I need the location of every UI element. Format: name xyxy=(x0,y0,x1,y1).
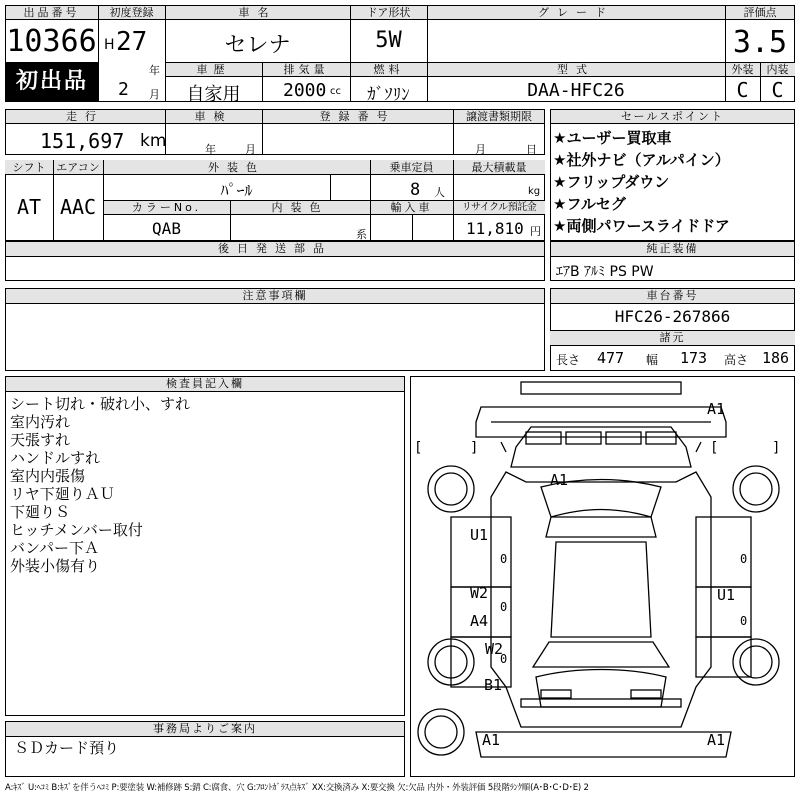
mileage-label: 走行 xyxy=(66,110,104,123)
dims-label: 諸元 xyxy=(550,330,795,346)
transfer-day: 日 xyxy=(526,143,537,156)
recycle-label: リサイクル預託金 xyxy=(461,202,537,213)
capacity-value: 8 xyxy=(410,180,421,200)
import-label: 輸入車 xyxy=(390,201,433,214)
diagram-bracket: [ xyxy=(710,440,719,456)
displacement-unit: cc xyxy=(330,86,341,97)
genuine-value: ｴｱB ｱﾙﾐ PS PW xyxy=(556,264,654,280)
lot-number: 10366 xyxy=(6,24,97,59)
interior-label: 内装 xyxy=(766,63,789,76)
grade-label: グレード xyxy=(538,6,614,19)
first-reg-era: H xyxy=(104,37,115,53)
score-label: 評価点 xyxy=(743,6,777,19)
displacement-value: 2000 xyxy=(283,80,327,101)
office-text: ＳＤカード預り xyxy=(14,739,120,757)
chassis-value: HFC26-267866 xyxy=(614,307,731,326)
diagram-bracket: ] xyxy=(772,440,781,456)
shift-value: AT xyxy=(16,195,42,219)
int-color-label: 内装色 xyxy=(271,201,329,214)
exterior-label: 外装 xyxy=(731,63,754,76)
int-color-suffix: 系 xyxy=(356,228,367,241)
length-label: 長さ xyxy=(556,353,581,367)
damage-mark: A4 xyxy=(470,612,489,630)
sales-points-list xyxy=(553,127,793,237)
car-name: セレナ xyxy=(224,33,291,58)
inspector-note-line: 外装小傷有り xyxy=(10,557,101,575)
length-value: 477 xyxy=(597,349,625,367)
inspector-notes xyxy=(10,395,400,575)
first-listing-badge: 初出品 xyxy=(6,63,98,101)
damage-zero-mark: 0 xyxy=(500,652,508,666)
notes-label: 注意事項欄 xyxy=(5,288,545,304)
ac-label: エアコン xyxy=(56,161,100,174)
first-reg-year-unit: 年 xyxy=(149,64,160,77)
history-value: 自家用 xyxy=(186,84,241,105)
sales-point-item: ★社外ナビ（アルパイン） xyxy=(553,151,730,169)
score-value: 3.5 xyxy=(732,25,788,60)
inspection-year: 年 xyxy=(205,143,216,156)
width-label: 幅 xyxy=(646,353,659,367)
door-label: ドア形状 xyxy=(366,6,411,19)
mileage-value: 151,697 xyxy=(40,129,125,153)
chassis-label: 車台番号 xyxy=(550,288,795,304)
damage-zero-mark: 0 xyxy=(500,552,508,566)
inspector-note-line: 室内汚れ xyxy=(10,413,71,431)
fuel-label: 燃料 xyxy=(373,63,404,76)
inspector-note-line: バンパー下Ａ xyxy=(10,539,99,557)
inspector-note-line: シート切れ・破れ小、すれ xyxy=(10,395,191,413)
color-label: 外装色 xyxy=(208,161,265,174)
first-reg-year: 27 xyxy=(116,27,148,57)
car-name-label: 車名 xyxy=(238,6,277,19)
damage-mark: A1 xyxy=(482,731,501,749)
diagram-marks xyxy=(410,376,795,777)
damage-mark: A1 xyxy=(550,471,569,489)
first-reg-month-unit: 月 xyxy=(149,88,160,101)
genuine-label: 純正装備 xyxy=(550,241,795,257)
inspector-note-line: ヒッチメンバー取付 xyxy=(10,521,143,539)
fuel-value: ｶﾞｿﾘﾝ xyxy=(367,85,410,105)
inspector-label: 検査員記入欄 xyxy=(5,376,405,392)
door-value: 5W xyxy=(375,28,402,53)
height-label: 高さ xyxy=(724,353,749,367)
inspector-note-line: 下廻りＳ xyxy=(10,503,71,521)
recycle-value: 11,810 xyxy=(466,219,524,238)
history-label: 車歴 xyxy=(196,63,231,76)
legend-text: A:ｷｽﾞ U:ﾍｺﾐ B:ｷｽﾞを伴うﾍｺﾐ P:要塗装 W:補修跡 S:錆 C:腐食、穴 G:ﾌﾛﾝﾄｶﾞﾗｽ点ｷｽﾞ XX:交換済み X:要交換 欠:欠品 内外・外装評価 5段階ﾗﾝｸ順(A･B･C･D･E) 2 xyxy=(5,783,589,793)
diagram-bracket: [ xyxy=(414,440,423,456)
damage-mark: W2 xyxy=(470,584,489,602)
sales-point-item: ★両側パワースライドドア xyxy=(553,217,730,235)
inspector-note-line: ハンドルすれ xyxy=(10,449,101,467)
transfer-month: 月 xyxy=(475,143,486,156)
recycle-unit: 円 xyxy=(530,225,541,238)
inspector-note-line: 天張すれ xyxy=(10,431,71,449)
damage-zero-mark: 0 xyxy=(740,552,748,566)
inspector-note-line: 室内内張傷 xyxy=(10,467,86,485)
damage-mark: U1 xyxy=(470,526,489,544)
damage-mark: U1 xyxy=(717,586,736,604)
damage-mark: B1 xyxy=(484,676,503,694)
mileage-unit: km xyxy=(140,131,167,151)
sales-point-item: ★ユーザー買取車 xyxy=(553,129,672,147)
capacity-unit: 人 xyxy=(434,186,445,199)
first-reg-label: 初度登録 xyxy=(109,6,154,19)
inspection-month: 月 xyxy=(245,143,256,156)
damage-zero-mark: 0 xyxy=(500,600,508,614)
reg-number-label: 登録番号 xyxy=(319,110,396,123)
height-value: 186 xyxy=(762,349,790,367)
model-value: DAA-HFC26 xyxy=(527,80,625,101)
capacity-label: 乗車定員 xyxy=(389,161,434,174)
damage-zero-mark: 0 xyxy=(740,614,748,628)
load-label: 最大積載量 xyxy=(471,161,527,174)
color-value: ﾊﾟｰﾙ xyxy=(220,181,253,200)
lot-number-label: 出品番号 xyxy=(23,6,80,19)
sales-point-item: ★フリップダウン xyxy=(553,173,670,191)
inspection-label: 車検 xyxy=(194,110,233,123)
diagram-bracket: ] xyxy=(470,440,479,456)
color-no-label: カラーNo. xyxy=(131,201,202,214)
exterior-score: C xyxy=(736,78,749,102)
sales-points-label: セールスポイント xyxy=(550,109,795,124)
shift-label: シフト xyxy=(12,161,46,174)
office-label: 事務局よりご案内 xyxy=(5,721,405,737)
load-unit: kg xyxy=(528,186,541,197)
interior-score: C xyxy=(771,78,784,102)
damage-mark: A1 xyxy=(707,731,726,749)
sales-point-item: ★フルセグ xyxy=(553,195,626,213)
ac-value: AAC xyxy=(59,195,97,219)
first-reg-month: 2 xyxy=(118,79,129,100)
model-label: 型式 xyxy=(557,63,595,76)
width-value: 173 xyxy=(680,349,708,367)
transfer-label: 譲渡書類期限 xyxy=(466,110,532,123)
displacement-label: 排気量 xyxy=(283,63,329,76)
inspector-note-line: リヤ下廻りＡＵ xyxy=(10,485,115,503)
damage-mark: A1 xyxy=(707,400,726,418)
color-no-value: QAB xyxy=(152,219,181,238)
later-parts-label: 後日発送部品 xyxy=(218,242,332,255)
damage-mark: W2 xyxy=(485,640,504,658)
